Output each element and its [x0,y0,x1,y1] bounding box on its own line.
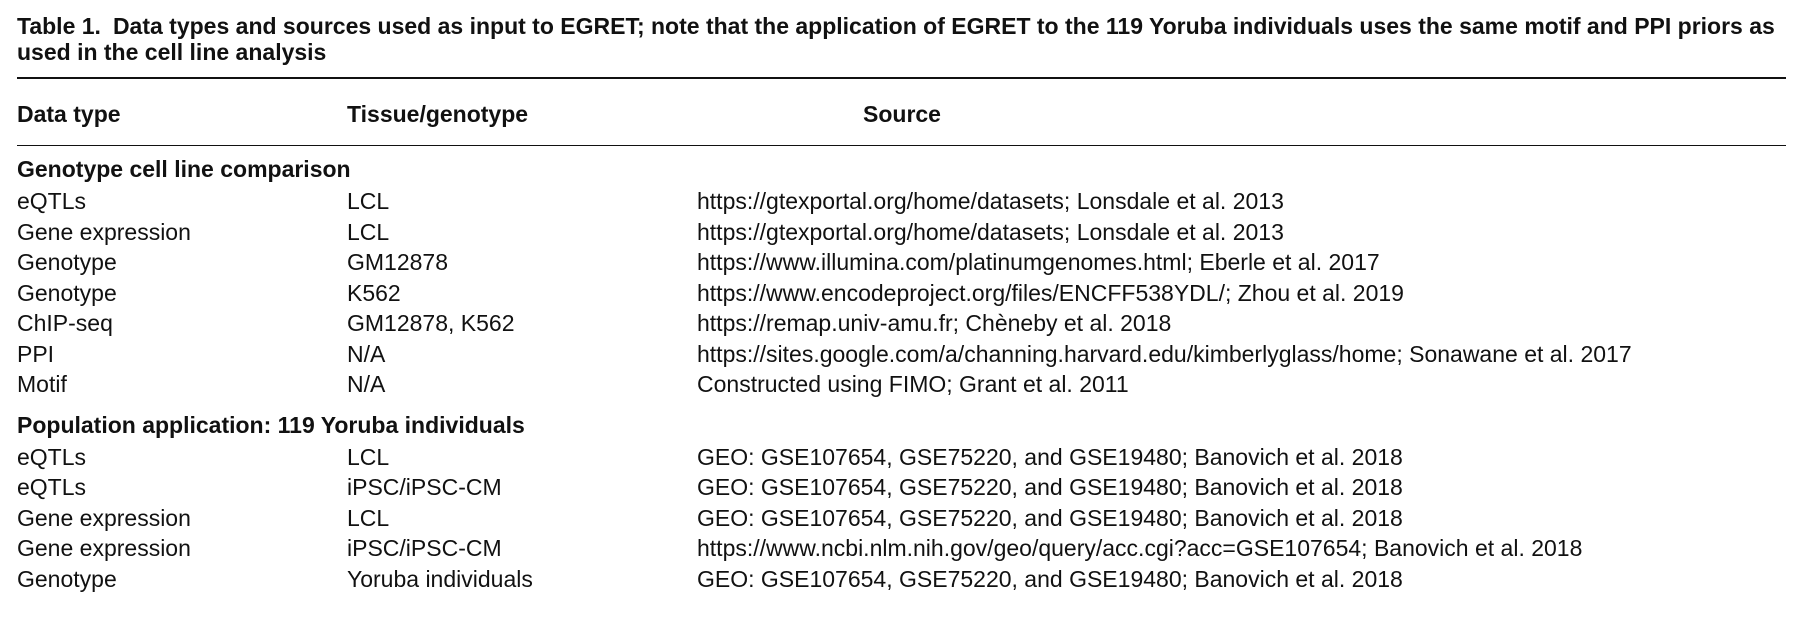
cell-tissue: LCL [347,188,390,214]
cell-tissue: N/A [347,340,386,367]
cell-data-type: eQTLs [17,443,87,470]
cell-data-type: Gene expression [17,535,191,561]
section-title: Population application: 119 Yoruba individuals [17,411,525,438]
table-body [17,152,1786,594]
cell-data-type: PPI [17,340,55,367]
cell-tissue: LCL [347,218,390,245]
table-row [17,564,1786,595]
table-row [17,186,1786,217]
cell-tissue: Yoruba individuals [347,565,533,592]
table-header-row [17,79,1786,145]
cell-source: https://remap.univ-amu.fr; Chèneby et al. 2018 [697,310,1172,336]
cell-tissue: LCL [347,504,390,531]
header-source: Source [863,101,941,127]
cell-data-type: eQTLs [17,188,87,214]
table-row [17,247,1786,278]
cell-data-type: Genotype [17,565,117,592]
cell-tissue: iPSC/iPSC-CM [347,535,502,561]
cell-source: GEO: GSE107654, GSE75220, and GSE19480; Banovich et al. 2018 [697,565,1403,592]
cell-tissue: iPSC/iPSC-CM [347,474,502,500]
cell-source: https://www.illumina.com/platinumgenomes.html; Eberle et al. 2017 [697,249,1380,275]
cell-data-type: Motif [17,371,67,397]
cell-source: https://gtexportal.org/home/datasets; Lonsdale et al. 2013 [697,218,1284,245]
cell-data-type: Genotype [17,279,117,306]
cell-source: https://sites.google.com/a/channing.harvard.edu/kimberlyglass/home; Sonawane et al. 2017 [697,340,1632,367]
table-row [17,339,1786,370]
cell-tissue: K562 [347,279,401,306]
cell-data-type: Genotype [17,249,117,275]
header-data-type: Data type [17,101,121,127]
cell-source: GEO: GSE107654, GSE75220, and GSE19480; Banovich et al. 2018 [697,504,1403,531]
table-row [17,278,1786,309]
cell-tissue: GM12878 [347,249,449,275]
cell-tissue: GM12878, K562 [347,310,515,336]
table-row [17,533,1786,564]
table-caption [17,13,1786,67]
table-row [17,503,1786,534]
table-row [17,472,1786,503]
table-row [17,308,1786,339]
cell-data-type: eQTLs [17,474,87,500]
cell-tissue: N/A [347,371,386,397]
section-title: Genotype cell line comparison [17,156,351,182]
cell-source: https://gtexportal.org/home/datasets; Lonsdale et al. 2013 [697,188,1284,214]
cell-source: https://www.encodeproject.org/files/ENCFF538YDL/; Zhou et al. 2019 [697,279,1404,306]
cell-data-type: ChIP-seq [17,310,113,336]
cell-source: Constructed using FIMO; Grant et al. 2011 [697,371,1129,397]
table-row [17,217,1786,248]
cell-source: GEO: GSE107654, GSE75220, and GSE19480; Banovich et al. 2018 [697,474,1403,500]
cell-data-type: Gene expression [17,218,191,245]
header-tissue: Tissue/genotype [347,101,529,127]
cell-source: GEO: GSE107654, GSE75220, and GSE19480; Banovich et al. 2018 [697,443,1403,470]
table-caption-text: Data types and sources used as input to EGRET; note that the application of EGRET to the 119 Yoruba individuals uses the same motif and PPI priors as used in the cell line analysis [17,13,1775,65]
table-caption-label: Table 1. [17,13,101,39]
table-row [17,442,1786,473]
cell-source: https://www.ncbi.nlm.nih.gov/geo/query/acc.cgi?acc=GSE107654; Banovich et al. 2018 [697,535,1583,561]
cell-data-type: Gene expression [17,504,191,531]
table-row [17,369,1786,400]
cell-tissue: LCL [347,443,390,470]
table-header-rule [17,145,1786,146]
